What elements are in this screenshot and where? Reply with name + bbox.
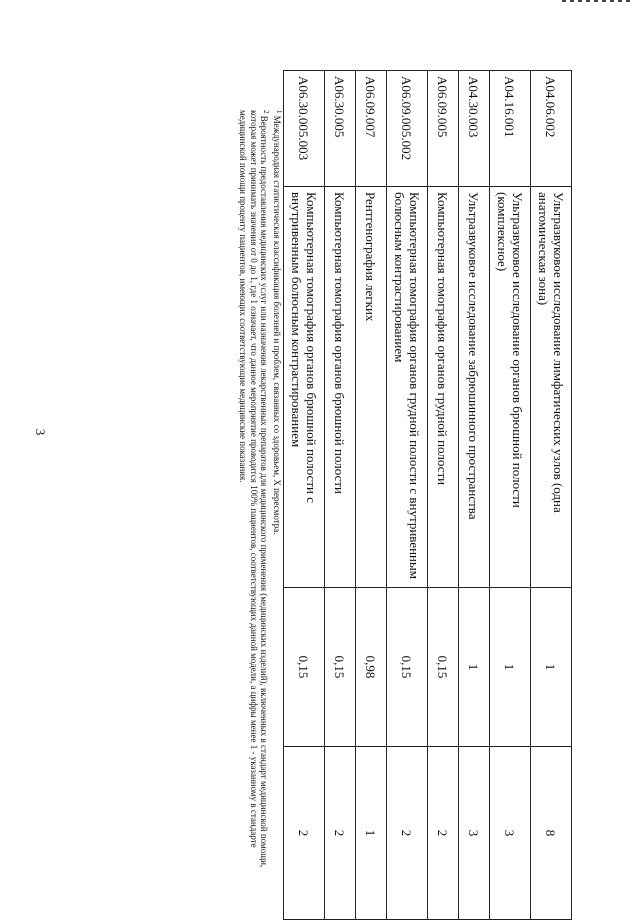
frequency-value: 1 — [459, 588, 490, 747]
service-name: Компьютерная томография органов брюшной полости с внутривенным болюсным контрастированием — [284, 187, 325, 588]
table-row — [459, 71, 490, 920]
table-row — [531, 71, 572, 920]
footnote-text: Международная статистическая классификация болезней и проблем, связанных со здоровьем, X пересмотра. — [272, 115, 282, 535]
service-name: Ультразвуковое исследование органов брюшной полости (комплексное) — [490, 187, 531, 588]
frequency-value: 0,15 — [387, 588, 428, 747]
service-code: A06.30.005.003 — [284, 71, 325, 187]
service-name: Компьютерная томография органов грудной полости с внутривенным болюсным контрастированием — [387, 187, 428, 588]
page-number: 3 — [33, 428, 48, 436]
multiplicity-value: 2 — [284, 747, 325, 920]
frequency-value: 0,15 — [325, 588, 356, 747]
frequency-value: 0,15 — [284, 588, 325, 747]
service-code: A06.09.007 — [356, 71, 387, 187]
footnote-mark: 2 — [262, 110, 271, 114]
multiplicity-value: 3 — [459, 747, 490, 920]
multiplicity-value: 2 — [325, 747, 356, 920]
service-code: A06.09.005 — [428, 71, 459, 187]
service-code: A06.09.005.002 — [387, 71, 428, 187]
multiplicity-value: 2 — [428, 747, 459, 920]
table-row — [325, 71, 356, 920]
service-code: A04.30.003 — [459, 71, 490, 187]
service-name: Ультразвуковое исследование лимфатических узлов (одна анатомическая зона) — [531, 187, 572, 588]
table-row — [284, 71, 325, 920]
service-name: Компьютерная томография органов брюшной полости — [325, 187, 356, 588]
table-row — [428, 71, 459, 920]
service-name: Ультразвуковое исследование забрюшинного пространства — [459, 187, 490, 588]
footnotes — [238, 110, 284, 870]
frequency-value: 0,15 — [428, 588, 459, 747]
service-code: A04.16.001 — [490, 71, 531, 187]
service-name: Компьютерная томография органов грудной полости — [428, 187, 459, 588]
table-row — [490, 71, 531, 920]
footnote-2 — [238, 110, 272, 870]
footnote-text: Вероятность предоставления медицинских услуг или назначения лекарственных препаратов для медицинского применения (медицинских изделий), включенных в стандарт медицинской помощи, которая может принимать значения от 0 до 1, где 1 означает, что данное мероприятие проводится 100% пациентов, соответствующих данной модели, а цифры менее 1 - указанному в стандарте медицинской помощи проценту пациентов, имеющих соответствующие медицинские показания. — [238, 110, 270, 868]
multiplicity-value: 1 — [356, 747, 387, 920]
service-code: A06.30.005 — [325, 71, 356, 187]
table-row — [356, 71, 387, 920]
multiplicity-value: 2 — [387, 747, 428, 920]
frequency-value: 1 — [531, 588, 572, 747]
table-row — [387, 71, 428, 920]
services-table — [283, 70, 572, 920]
multiplicity-value: 3 — [490, 747, 531, 920]
frequency-value: 1 — [490, 588, 531, 747]
service-name: Рентгенография легких — [356, 187, 387, 588]
footnote-mark: 1 — [275, 110, 283, 114]
frequency-value: 0,98 — [356, 588, 387, 747]
service-code: A04.06.002 — [531, 71, 572, 187]
multiplicity-value: 8 — [531, 747, 572, 920]
footnote-1 — [272, 110, 285, 870]
